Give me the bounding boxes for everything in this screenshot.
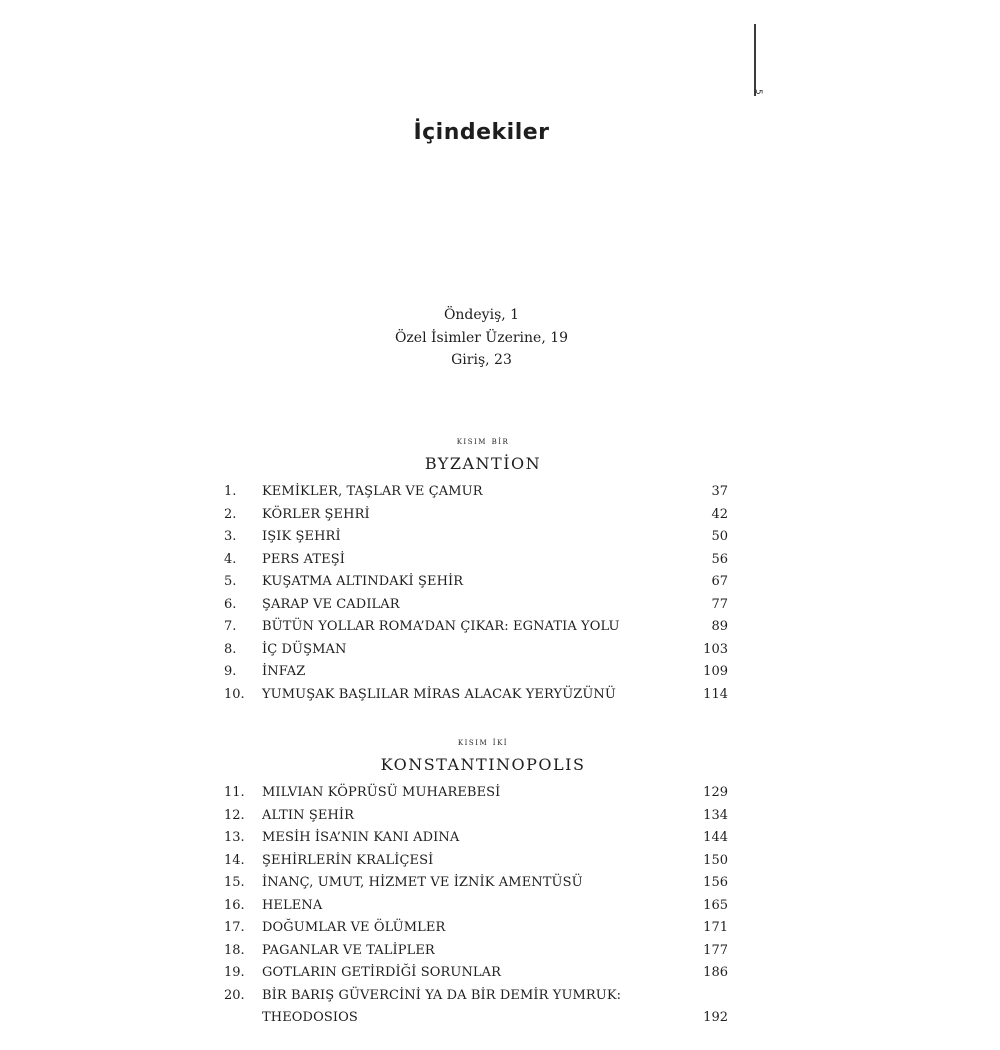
toc-row xyxy=(224,805,728,828)
chapter-title: İÇ DÜŞMAN xyxy=(262,641,347,657)
chapter-number: 9. xyxy=(224,664,237,679)
chapter-title: İNANÇ, UMUT, HİZMET VE İZNİK AMENTÜSÜ xyxy=(262,875,583,890)
chapter-list xyxy=(224,481,728,706)
toc-row xyxy=(224,571,728,594)
toc-row xyxy=(224,481,728,504)
chapter-page: 186 xyxy=(703,965,728,980)
front-matter-list xyxy=(0,304,963,372)
chapter-page: 171 xyxy=(703,920,728,935)
toc-row xyxy=(224,526,728,549)
chapter-number: 16. xyxy=(224,897,245,913)
chapter-page: 67 xyxy=(711,574,728,589)
chapter-number: 19. xyxy=(224,965,245,980)
toc-row xyxy=(224,940,728,963)
chapter-page: 192 xyxy=(703,1010,728,1025)
toc-row xyxy=(224,917,728,940)
chapter-title: YUMUŞAK BAŞLILAR MİRAS ALACAK YERYÜZÜNÜ xyxy=(262,686,616,702)
chapter-title: PERS ATEŞİ xyxy=(262,551,345,567)
part-kicker: kisim bi̇r xyxy=(456,436,510,447)
part-title: KONSTANTINOPOLIS xyxy=(380,755,586,774)
chapter-number: 18. xyxy=(224,942,245,958)
chapter-page: 77 xyxy=(711,596,728,612)
page-marker-line xyxy=(754,24,756,96)
chapter-page: 177 xyxy=(703,942,728,958)
part-kicker: kisim i̇ki̇ xyxy=(457,737,509,748)
chapter-title: IŞIK ŞEHRİ xyxy=(262,529,341,544)
chapter-number: 17. xyxy=(224,920,245,935)
chapter-page: 134 xyxy=(703,807,728,823)
chapter-number: 3. xyxy=(224,529,237,544)
chapter-title: HELENA xyxy=(262,897,323,913)
chapter-title: THEODOSIOS xyxy=(262,1010,358,1025)
front-matter-item: Özel İsimler Üzerine, 19 xyxy=(394,329,569,346)
toc-row xyxy=(224,962,728,985)
chapter-number: 12. xyxy=(224,807,245,823)
page-number: 5 xyxy=(753,89,763,95)
toc-row xyxy=(224,616,728,639)
chapter-title: ŞEHİRLERİN KRALİÇESİ xyxy=(262,852,434,868)
chapter-title: MESİH İSA’NIN KANI ADINA xyxy=(262,830,460,845)
toc-row xyxy=(224,1007,728,1030)
chapter-page: 165 xyxy=(703,897,728,913)
chapter-number: 14. xyxy=(224,852,245,868)
chapter-title: MILVIAN KÖPRÜSÜ MUHAREBESİ xyxy=(262,785,501,800)
chapter-page: 109 xyxy=(703,664,728,679)
front-matter-item: Giriş, 23 xyxy=(451,352,512,368)
toc-row xyxy=(224,549,728,572)
chapter-number: 15. xyxy=(224,875,245,890)
toc-row xyxy=(224,504,728,527)
chapter-title: KEMİKLER, TAŞLAR VE ÇAMUR xyxy=(262,484,483,499)
chapter-title: PAGANLAR VE TALİPLER xyxy=(262,942,435,958)
chapter-page: 114 xyxy=(703,686,728,702)
chapter-list xyxy=(224,782,728,1030)
chapter-page: 56 xyxy=(711,551,728,567)
toc-row xyxy=(224,639,728,662)
chapter-title: ALTIN ŞEHİR xyxy=(262,807,355,823)
page-title: İçindekiler xyxy=(413,120,550,145)
chapter-title: KÖRLER ŞEHRİ xyxy=(262,506,370,522)
chapter-page: 129 xyxy=(703,785,728,800)
chapter-page: 37 xyxy=(711,484,728,499)
front-matter-item: Öndeyiş, 1 xyxy=(443,307,520,323)
chapter-page: 50 xyxy=(711,529,728,544)
toc-row xyxy=(224,594,728,617)
chapter-number: 6. xyxy=(224,596,237,612)
toc-row xyxy=(224,895,728,918)
toc-row xyxy=(224,985,728,1008)
chapter-number: 8. xyxy=(224,641,237,657)
chapter-page: 150 xyxy=(703,852,728,868)
chapter-number: 11. xyxy=(224,785,245,800)
toc-row xyxy=(224,872,728,895)
toc-row xyxy=(224,684,728,707)
chapter-page: 156 xyxy=(703,875,728,890)
toc-row xyxy=(224,782,728,805)
chapter-title: DOĞUMLAR VE ÖLÜMLER xyxy=(262,920,446,935)
chapter-number: 20. xyxy=(224,987,245,1003)
chapter-title: BİR BARIŞ GÜVERCİNİ YA DA BİR DEMİR YUMRUK: xyxy=(262,987,622,1003)
chapter-title: KUŞATMA ALTINDAKİ ŞEHİR xyxy=(262,574,464,589)
chapter-number: 13. xyxy=(224,830,245,845)
chapter-title: ŞARAP VE CADILAR xyxy=(262,596,400,612)
chapter-page: 103 xyxy=(703,641,728,657)
toc-row xyxy=(224,850,728,873)
chapter-number: 5. xyxy=(224,574,237,589)
chapter-page: 89 xyxy=(711,619,728,634)
chapter-title: İNFAZ xyxy=(262,664,306,679)
chapter-page: 42 xyxy=(711,506,728,522)
toc-row xyxy=(224,827,728,850)
chapter-number: 10. xyxy=(224,686,245,702)
chapter-title: GOTLARIN GETİRDİĞİ SORUNLAR xyxy=(262,965,502,980)
chapter-number: 4. xyxy=(224,551,237,567)
chapter-title: BÜTÜN YOLLAR ROMA’DAN ÇIKAR: EGNATIA YOLU xyxy=(262,619,620,634)
toc-row xyxy=(224,661,728,684)
part-title: BYZANTİON xyxy=(424,454,542,473)
chapter-page: 144 xyxy=(703,830,728,845)
chapter-number: 7. xyxy=(224,619,237,634)
chapter-number: 2. xyxy=(224,506,237,522)
chapter-number: 1. xyxy=(224,484,237,499)
